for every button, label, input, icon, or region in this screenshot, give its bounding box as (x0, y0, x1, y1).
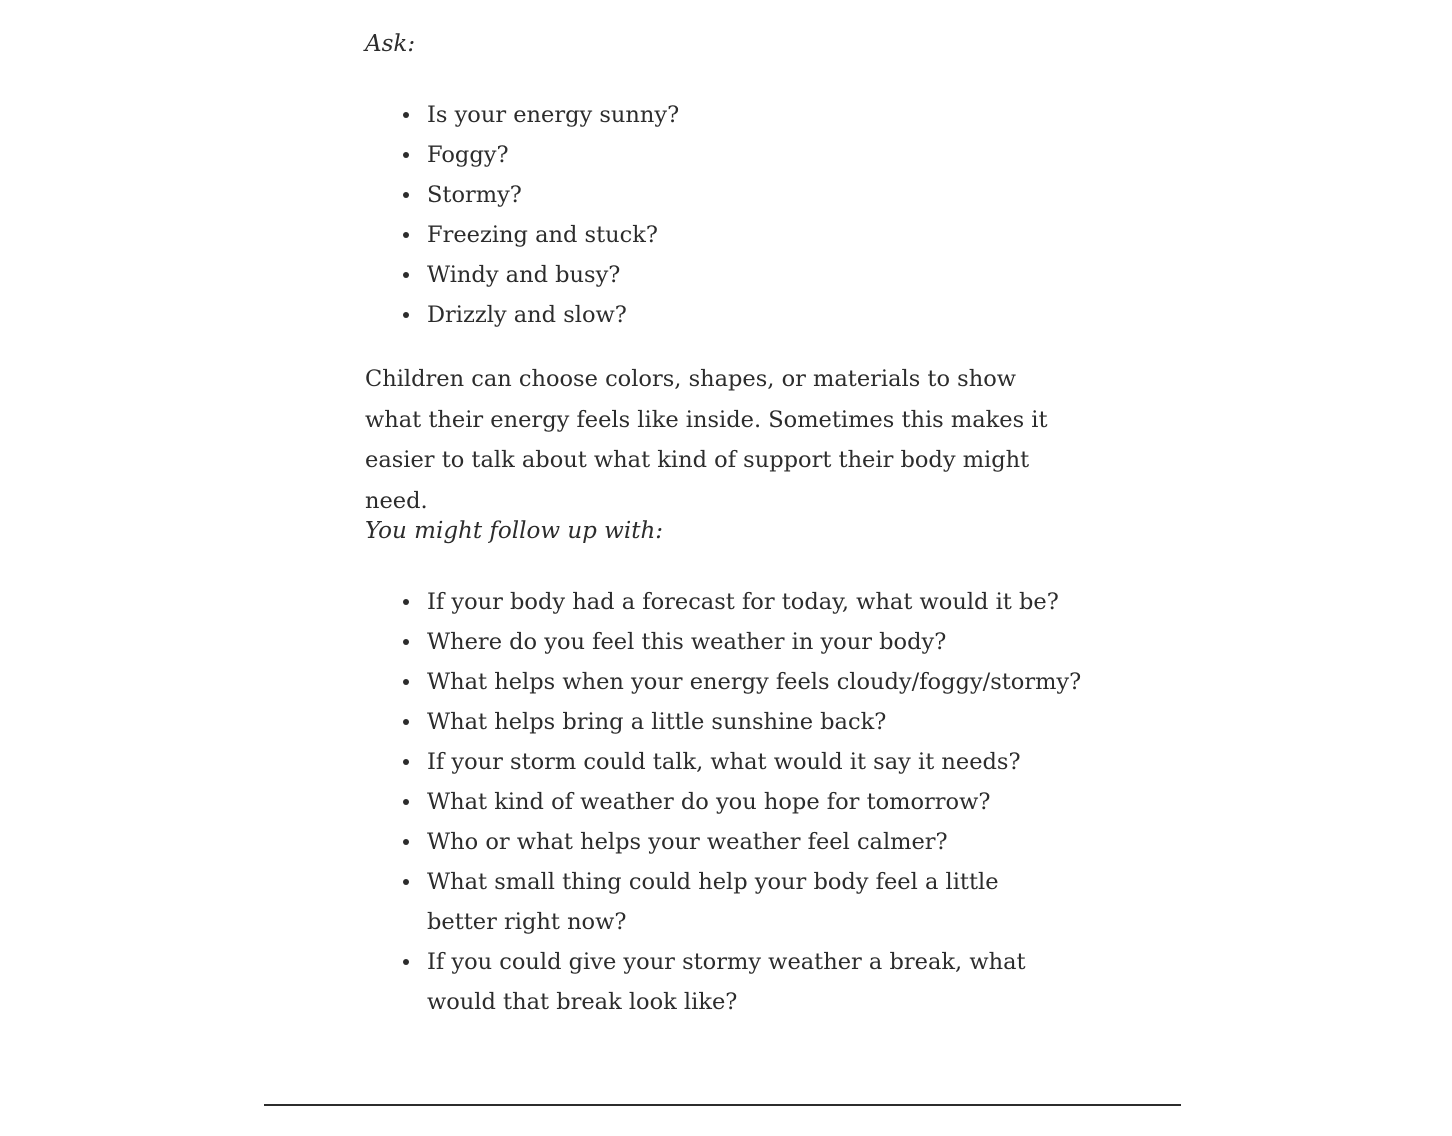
list-item: Freezing and stuck? (365, 215, 679, 255)
horizontal-divider (264, 1104, 1181, 1106)
follow-up-lead: You might follow up with: (365, 518, 664, 544)
list-item: Stormy? (365, 175, 679, 215)
list-item: What small thing could help your body feel a little better right now? (365, 862, 1057, 942)
list-item: If your body had a forecast for today, what would it be? (365, 582, 1081, 622)
list-item: Drizzly and slow? (365, 295, 679, 335)
list-item: What helps bring a little sunshine back? (365, 702, 1081, 742)
ask-lead: Ask: (365, 31, 416, 57)
list-item: Windy and busy? (365, 255, 679, 295)
list-item: If your storm could talk, what would it say it needs? (365, 742, 1081, 782)
follow-up-list (365, 582, 1081, 1022)
list-item: What helps when your energy feels cloudy/foggy/stormy? (365, 662, 1081, 702)
list-item: If you could give your stormy weather a break, what would that break look like? (365, 942, 1057, 1022)
ask-list (365, 95, 679, 335)
list-item: Is your energy sunny? (365, 95, 679, 135)
list-item: Who or what helps your weather feel calmer? (365, 822, 1081, 862)
list-item: What kind of weather do you hope for tomorrow? (365, 782, 1081, 822)
list-item: Where do you feel this weather in your body? (365, 622, 1081, 662)
body-paragraph: Children can choose colors, shapes, or materials to show what their energy feels like inside. Sometimes this makes it easier to talk about what kind of support their body might need. (365, 366, 1048, 514)
list-item: Foggy? (365, 135, 679, 175)
